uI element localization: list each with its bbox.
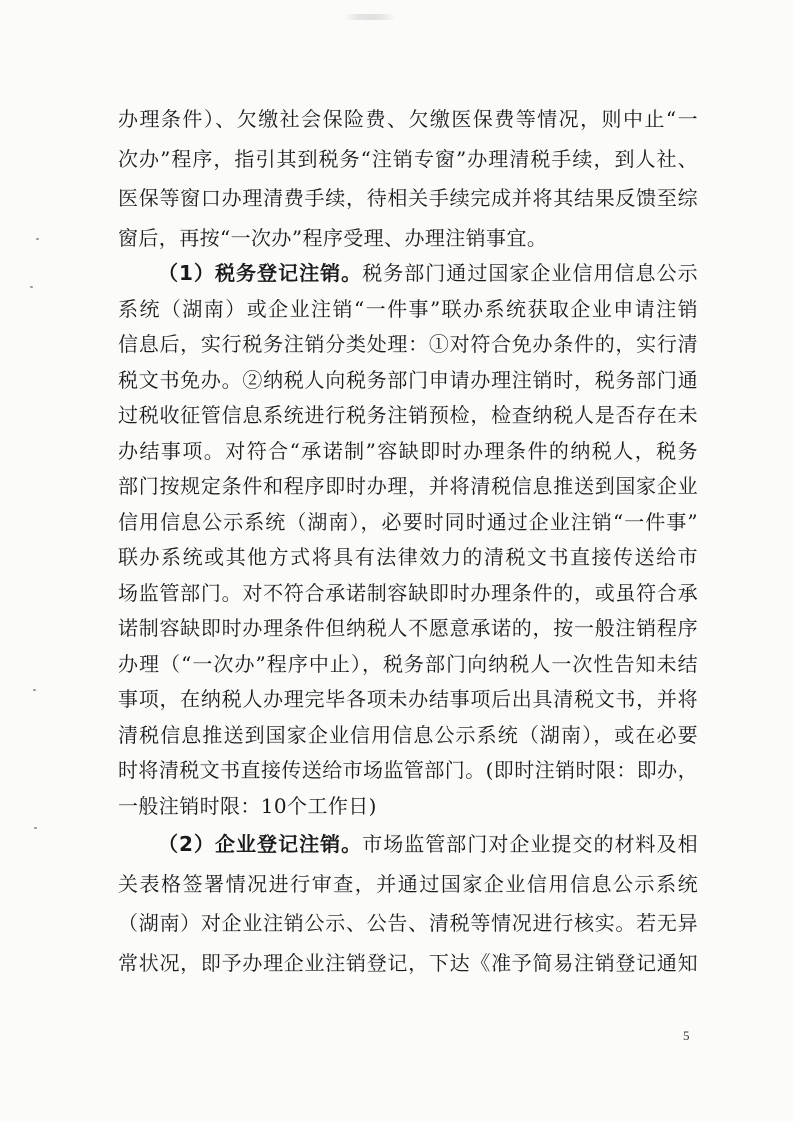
text-line: 一般注销时限：10个工作日) (118, 794, 377, 818)
scan-speck (30, 286, 33, 288)
scan-speck (34, 827, 37, 829)
scan-speck (36, 238, 39, 240)
text-line: 信息后，实行税务注销分类处理：①对符合免办条件的，实行清 (118, 332, 698, 356)
text-line: 次办”程序，指引其到税务“注销专窗”办理清税手续，到人社、 (118, 147, 698, 171)
text-line: 时将清税文书直接传送给市场监管部门。(即时注销时限：即办， (118, 758, 698, 782)
text-line: 诺制容缺即时办理条件但纳税人不愿意承诺的，按一般注销程序 (118, 616, 698, 640)
text-line: （湖南）对企业注销公示、公告、清税等情况进行核实。若无异 (118, 911, 698, 935)
scan-speck (33, 689, 36, 691)
section2-heading: （2）企业登记注销。 (158, 832, 363, 856)
text-line: 系统（湖南）或企业注销“一件事”联办系统获取企业申请注销 (118, 297, 698, 321)
section1-first-line (158, 256, 698, 290)
text-line: 关表格签署情况进行审查，并通过国家企业信用信息公示系统 (118, 872, 698, 896)
text-line: 常状况，即予办理企业注销登记，下达《准予简易注销登记通知 (118, 951, 698, 975)
text-line: 部门按规定条件和程序即时办理，并将清税信息推送到国家企业 (118, 474, 698, 498)
text-line: 事项，在纳税人办理完毕各项未办结事项后出具清税文书，并将 (118, 687, 698, 711)
text-line: 医保等窗口办理清费手续，待相关手续完成并将其结果反馈至综 (118, 186, 698, 210)
text-line: 过税收征管信息系统进行税务注销预检，检查纳税人是否存在未 (118, 403, 698, 427)
text-line: 场监管部门。对不符合承诺制容缺即时办理条件的，或虽符合承 (118, 581, 698, 605)
text-line: 窗后，再按“一次办”程序受理、办理注销事宜。 (118, 226, 548, 250)
section2-first-line (158, 827, 698, 861)
text-line: 信用信息公示系统（湖南），必要时同时通过企业注销“一件事” (118, 510, 698, 534)
scan-mark (345, 14, 395, 20)
text-line: 清税信息推送到国家企业信用信息公示系统（湖南），或在必要 (118, 723, 698, 747)
text-line: 办结事项。对符合“承诺制”容缺即时办理条件的纳税人，税务 (118, 439, 698, 463)
section1-first-line-text: 税务部门通过国家企业信用信息公示 (362, 261, 698, 285)
section2-first-line-text: 市场监管部门对企业提交的材料及相 (362, 832, 698, 856)
text-line: 办理条件）、欠缴社会保险费、欠缴医保费等情况，则中止“一 (118, 107, 698, 131)
text-line: 税文书免办。②纳税人向税务部门申请办理注销时，税务部门通 (118, 368, 698, 392)
text-line: 办理（“一次办”程序中止），税务部门向纳税人一次性告知未结 (118, 652, 698, 676)
text-line: 联办系统或其他方式将具有法律效力的清税文书直接传送给市 (118, 545, 698, 569)
section1-heading: （1）税务登记注销。 (158, 261, 363, 285)
page-number: 5 (683, 1028, 690, 1043)
